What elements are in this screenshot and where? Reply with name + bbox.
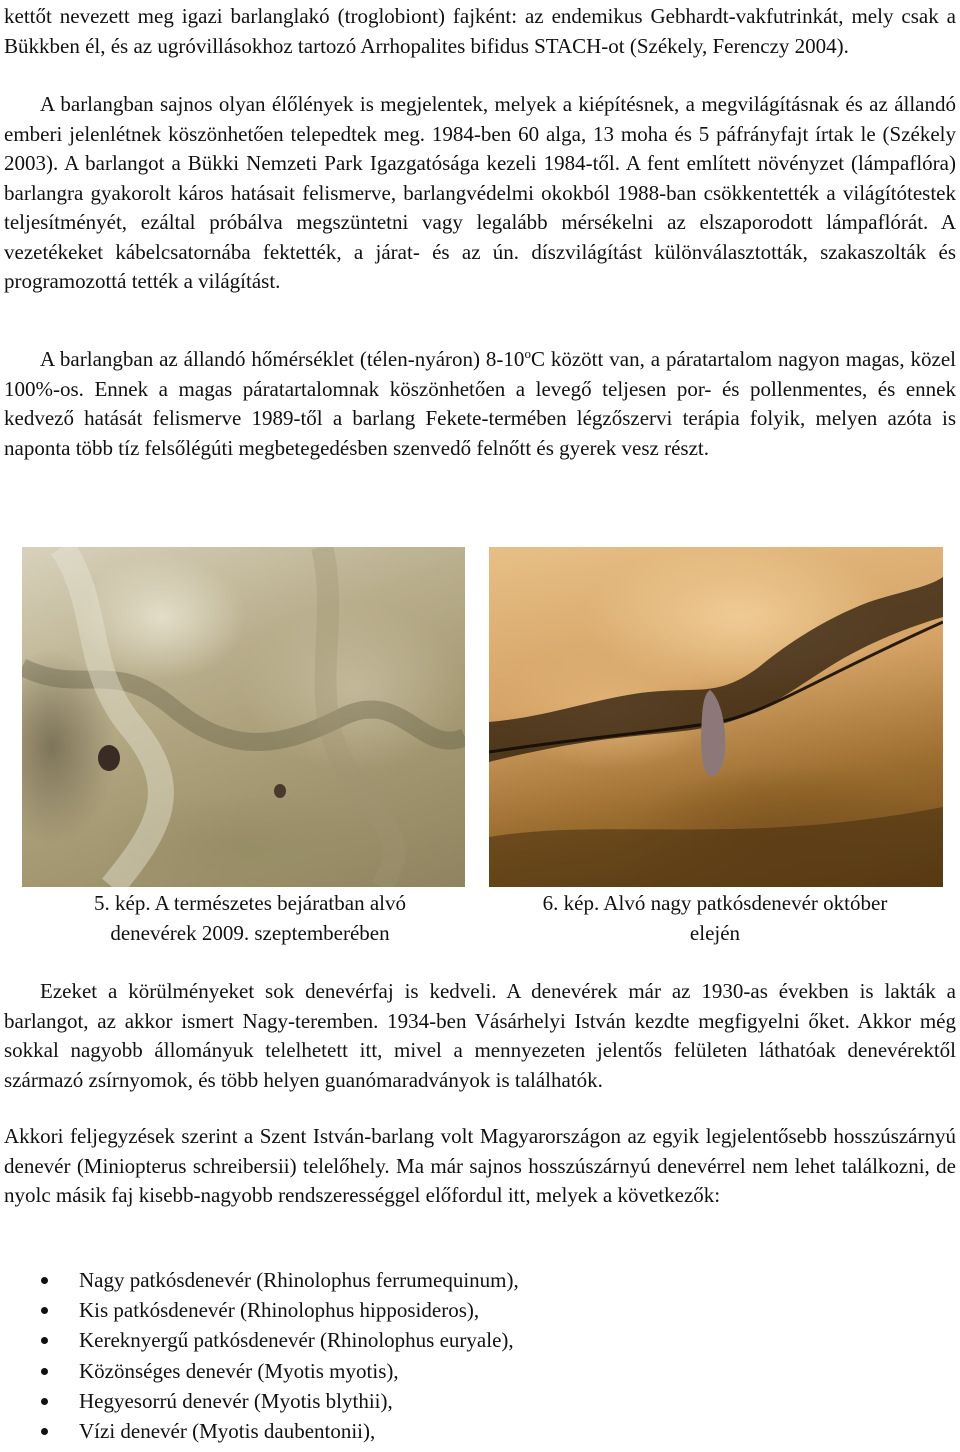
list-item [0, 1325, 940, 1355]
bat-icon [274, 784, 286, 798]
bullet-icon [41, 1398, 48, 1405]
figure-caption-left [30, 889, 470, 948]
list-item-text: Vízi denevér (Myotis daubentonii), [79, 1418, 376, 1443]
bullet-icon [41, 1428, 48, 1435]
paragraph-text: A barlangban sajnos olyan élőlények is megjelentek, melyek a kiépítésnek, a megvilágításnak és az állandó emberi jelenlétnek köszönhetően telepedtek meg. 1984-ben 60 alga, 13 moha és 5 páfrányfajt írtak le (Székely 2003). A barlangot a Bükki Nemzeti Park Igazgatósága kezeli 1984-től. A fent említett növényzet (lámpaflóra) barlangra gyakorolt káros hatásait felismerve, barlangvédelmi okokból 1988-ban csökkentették a világítótestek teljesítményét, ezáltal próbálva megszüntetni vagy legalább mérsékelni az elszaporodott lámpaflórát. A vezetékeket kábelcsatornába fektették, a járat- és az ún. díszvilágítást különválasztották, szakaszolták és programozottá tették a világítást. [4, 92, 956, 293]
degree-superscript: o [524, 346, 531, 361]
cave-wall-texture [22, 547, 465, 887]
list-item [0, 1265, 940, 1295]
paragraph-climate [4, 345, 956, 463]
paragraph-species-intro [4, 1122, 956, 1211]
caption-line: denevérek 2009. szeptemberében [110, 920, 390, 945]
list-item-text: Hegyesorrú denevér (Myotis blythii), [79, 1388, 393, 1413]
list-item-text: Nagy patkósdenevér (Rhinolophus ferrumequinum), [79, 1268, 519, 1292]
species-list [0, 1265, 940, 1446]
bat-icon [98, 745, 120, 771]
caption-line: elején [689, 920, 741, 945]
photo-sleeping-bats-entrance [22, 547, 465, 887]
list-item-text: Kis patkósdenevér (Rhinolophus hipposideros), [79, 1298, 480, 1323]
list-item [0, 1295, 940, 1325]
list-item-text: Kereknyergű patkósdenevér (Rhinolophus euryale), [79, 1328, 514, 1353]
list-item [0, 1416, 940, 1446]
figure-caption-right [490, 889, 940, 948]
bullet-icon [41, 1277, 48, 1284]
paragraph-troglobiont [4, 2, 956, 61]
paragraph-text: kettőt nevezett meg igazi barlanglakó (troglobiont) fajként: az endemikus Gebhardt-vakfutrinkát, mely csak a Bükkben él, és az ugróvillásokhoz tartozó Arrhopalites bifidus STACH-ot (Székely, Ferenczy 2004). [4, 4, 956, 58]
paragraph-lampflora [4, 90, 956, 297]
paragraph-text: Akkori feljegyzések szerint a Szent István-barlang volt Magyarországon az egyik legjelentősebb hosszúszárnyú denevér (Miniopterus schreibersii) telelőhely. Ma már sajnos hosszúszárnyú denevérrel nem lehet találkozni, de nyolc másik faj kisebb-nagyobb rendszerességgel előfordul itt, melyek a következők: [4, 1124, 956, 1207]
cave-crack-texture [489, 547, 943, 887]
bullet-icon [41, 1337, 48, 1344]
paragraph-text: A barlangban az állandó hőmérséklet (télen-nyáron) 8-10 [40, 347, 525, 371]
paragraph-text: Ezeket a körülményeket sok denevérfaj is kedveli. A denevérek már az 1930-as években is lakták a barlangot, az akkor ismert Nagy-teremben. 1934-ben Vásárhelyi István kezdte megfigyelni őket. Akkor még sokkal nagyobb állományuk telelhetett itt, mivel a mennyezeten jelentős felületen láthatóak denevérektől származó zsírnyomok, és több helyen guanómaradványok is találhatók. [4, 979, 956, 1092]
bullet-icon [41, 1368, 48, 1375]
bullet-icon [41, 1307, 48, 1314]
photo-greater-horseshoe-bat [489, 547, 943, 887]
list-item [0, 1356, 940, 1386]
list-item-text: Közönséges denevér (Myotis myotis), [79, 1358, 399, 1383]
paragraph-bats [4, 977, 956, 1095]
paragraph-text: C között van, a páratartalom nagyon magas, közel 100%-os. Ennek a magas páratartalomnak köszönhetően a levegő teljesen por- és pollenmentes, és ennek kedvező hatását felismerve 1989-től a barlang Fekete-termében légzőszervi terápia folyik, melyen azóta is naponta több tíz felsőlégúti megbetegedésben szenvedő felnőtt és gyerek vesz részt. [4, 347, 956, 460]
caption-line: 5. kép. A természetes bejáratban alvó [94, 891, 406, 915]
list-item [0, 1386, 940, 1416]
caption-line: 6. kép. Alvó nagy patkósdenevér október [542, 891, 888, 915]
